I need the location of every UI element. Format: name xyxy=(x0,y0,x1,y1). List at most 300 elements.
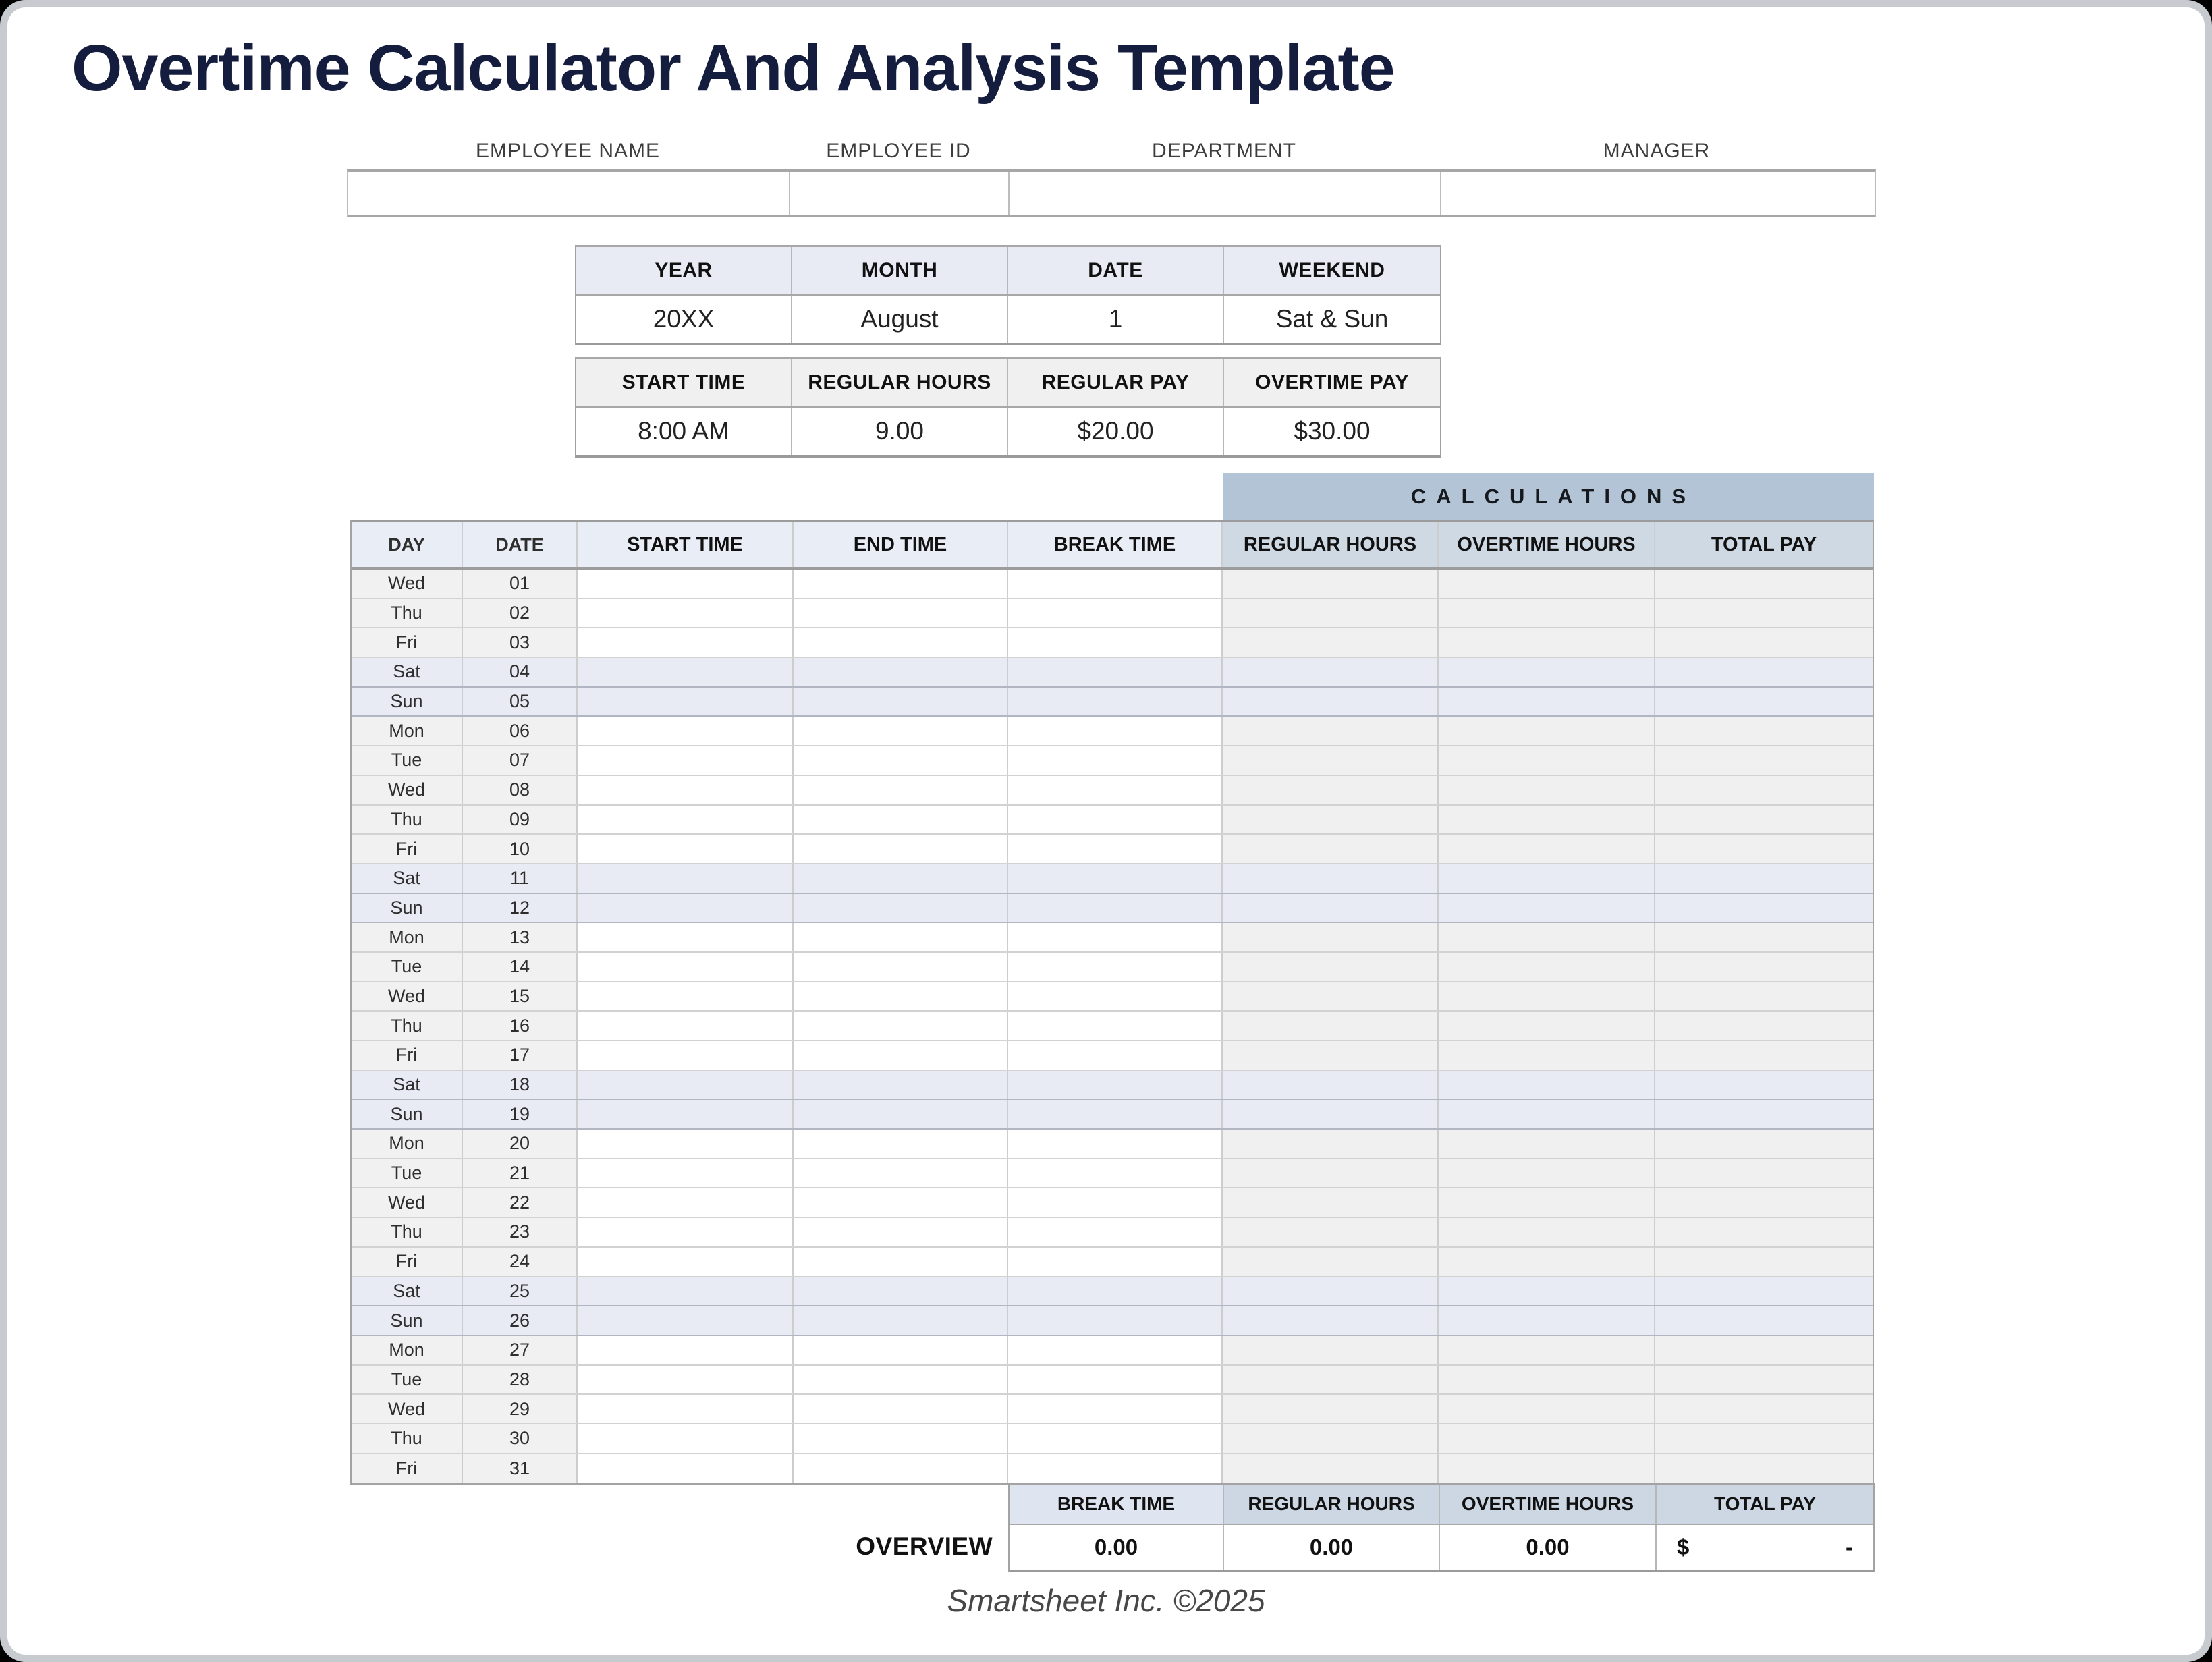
month-value-cell[interactable]: August xyxy=(792,296,1008,343)
break-time-cell[interactable] xyxy=(1008,1248,1223,1276)
end-time-cell[interactable] xyxy=(794,1424,1008,1453)
day-cell: Thu xyxy=(352,806,463,834)
day-cell: Wed xyxy=(352,982,463,1011)
end-time-cell[interactable] xyxy=(794,1277,1008,1306)
end-time-cell[interactable] xyxy=(794,1454,1008,1484)
overtime-hours-cell xyxy=(1439,1248,1655,1276)
month-header: MONTH xyxy=(792,247,1008,294)
regular-hours-cell xyxy=(1223,982,1439,1011)
day-cell: Wed xyxy=(352,570,463,598)
overtime-hours-cell xyxy=(1439,1277,1655,1306)
regular-hours-cell xyxy=(1223,1306,1439,1335)
start-time-cell[interactable] xyxy=(578,1100,794,1128)
timesheet-row xyxy=(352,923,1873,953)
regular-hours-cell xyxy=(1223,1218,1439,1246)
day-cell: Sun xyxy=(352,1306,463,1335)
total-pay-cell xyxy=(1655,1100,1873,1128)
break-time-cell[interactable] xyxy=(1008,894,1223,922)
page-title: Overtime Calculator And Analysis Template xyxy=(72,31,1395,105)
break-time-cell[interactable] xyxy=(1008,717,1223,745)
regular-hours-cell xyxy=(1223,953,1439,981)
break-time-cell[interactable] xyxy=(1008,658,1223,686)
break-time-cell[interactable] xyxy=(1008,1336,1223,1364)
timesheet-row xyxy=(352,982,1873,1012)
end-time-cell[interactable] xyxy=(794,688,1008,716)
overview-overtime-hours-value: 0.00 xyxy=(1440,1525,1657,1570)
start-time-cell[interactable] xyxy=(578,1188,794,1217)
overtime-hours-cell xyxy=(1439,1100,1655,1128)
timesheet-row xyxy=(352,1306,1873,1336)
start-time-cell[interactable] xyxy=(578,894,794,922)
period-settings-value-row xyxy=(576,296,1440,343)
start-time-value-cell[interactable]: 8:00 AM xyxy=(576,408,792,455)
end-time-cell[interactable] xyxy=(794,1366,1008,1394)
day-cell: Fri xyxy=(352,1454,463,1484)
day-cell: Thu xyxy=(352,1424,463,1453)
break-time-cell[interactable] xyxy=(1008,1130,1223,1158)
start-time-cell[interactable] xyxy=(578,1395,794,1423)
department-label: DEPARTMENT xyxy=(1152,140,1296,162)
day-cell: Tue xyxy=(352,953,463,981)
date-cell: 06 xyxy=(463,717,578,745)
overtime-hours-cell xyxy=(1439,1159,1655,1188)
date-cell: 26 xyxy=(463,1306,578,1335)
end-time-cell[interactable] xyxy=(794,746,1008,775)
end-time-cell[interactable] xyxy=(794,1012,1008,1040)
regular-hours-cell xyxy=(1223,1130,1439,1158)
start-time-cell[interactable] xyxy=(578,1454,794,1484)
end-time-cell[interactable] xyxy=(794,599,1008,628)
date-cell: 22 xyxy=(463,1188,578,1217)
start-time-cell[interactable] xyxy=(578,982,794,1011)
overtime-hours-cell xyxy=(1439,1041,1655,1070)
end-time-cell[interactable] xyxy=(794,776,1008,804)
break-time-cell[interactable] xyxy=(1008,982,1223,1011)
overtime-hours-cell xyxy=(1439,1395,1655,1423)
regular-hours-cell xyxy=(1223,1248,1439,1276)
overtime-hours-cell xyxy=(1439,1454,1655,1484)
overtime-hours-cell xyxy=(1439,982,1655,1011)
day-cell: Sat xyxy=(352,1277,463,1306)
employee-id-label: EMPLOYEE ID xyxy=(826,140,971,162)
total-pay-cell xyxy=(1655,688,1873,716)
regular-hours-cell xyxy=(1223,1012,1439,1040)
break-time-column-header: BREAK TIME xyxy=(1008,522,1223,567)
employee-name-label: EMPLOYEE NAME xyxy=(475,140,661,162)
break-time-cell[interactable] xyxy=(1008,923,1223,951)
regular-hours-cell xyxy=(1223,1100,1439,1128)
period-settings-header-row xyxy=(576,247,1440,296)
break-time-cell[interactable] xyxy=(1008,1306,1223,1335)
break-time-cell[interactable] xyxy=(1008,1071,1223,1099)
start-time-cell[interactable] xyxy=(578,835,794,863)
date-cell: 08 xyxy=(463,776,578,804)
overview-break-time-value: 0.00 xyxy=(1010,1525,1224,1570)
start-time-cell[interactable] xyxy=(578,776,794,804)
end-time-cell[interactable] xyxy=(794,570,1008,598)
start-time-cell[interactable] xyxy=(578,1041,794,1070)
overtime-hours-cell xyxy=(1439,570,1655,598)
date-cell: 18 xyxy=(463,1071,578,1099)
end-time-cell[interactable] xyxy=(794,1188,1008,1217)
total-pay-cell xyxy=(1655,776,1873,804)
regular-hours-cell xyxy=(1223,864,1439,893)
total-pay-cell xyxy=(1655,894,1873,922)
end-time-cell[interactable] xyxy=(794,658,1008,686)
end-time-cell[interactable] xyxy=(794,1248,1008,1276)
end-time-cell[interactable] xyxy=(794,982,1008,1011)
break-time-cell[interactable] xyxy=(1008,1366,1223,1394)
end-time-cell[interactable] xyxy=(794,835,1008,863)
date-cell: 31 xyxy=(463,1454,578,1484)
overtime-hours-cell xyxy=(1439,776,1655,804)
total-pay-cell xyxy=(1655,1188,1873,1217)
start-time-cell[interactable] xyxy=(578,1218,794,1246)
regular-hours-cell xyxy=(1223,1188,1439,1217)
timesheet-row xyxy=(352,864,1873,894)
employee-id-field[interactable] xyxy=(790,172,1010,215)
overtime-hours-cell xyxy=(1439,717,1655,745)
total-pay-cell xyxy=(1655,1071,1873,1099)
regular-hours-value-cell[interactable]: 9.00 xyxy=(792,408,1008,455)
start-time-column-header: START TIME xyxy=(578,522,794,567)
timesheet-row xyxy=(352,894,1873,924)
start-time-cell[interactable] xyxy=(578,1366,794,1394)
end-time-cell[interactable] xyxy=(794,894,1008,922)
break-time-cell[interactable] xyxy=(1008,1395,1223,1423)
start-time-cell[interactable] xyxy=(578,628,794,657)
start-time-cell[interactable] xyxy=(578,864,794,893)
timesheet-row xyxy=(352,628,1873,658)
timesheet-row xyxy=(352,1159,1873,1189)
timesheet-row xyxy=(352,1336,1873,1366)
timesheet-row xyxy=(352,1130,1873,1159)
start-time-cell[interactable] xyxy=(578,1012,794,1040)
start-time-cell[interactable] xyxy=(578,717,794,745)
regular-hours-cell xyxy=(1223,806,1439,834)
overview-total-pay-header: TOTAL PAY xyxy=(1657,1485,1873,1524)
end-time-cell[interactable] xyxy=(794,1130,1008,1158)
timesheet-row xyxy=(352,746,1873,776)
end-time-cell[interactable] xyxy=(794,1306,1008,1335)
overtime-hours-cell xyxy=(1439,688,1655,716)
day-cell: Sat xyxy=(352,1071,463,1099)
start-time-cell[interactable] xyxy=(578,1248,794,1276)
regular-hours-cell xyxy=(1223,1366,1439,1394)
break-time-cell[interactable] xyxy=(1008,1100,1223,1128)
regular-hours-cell xyxy=(1223,1277,1439,1306)
break-time-cell[interactable] xyxy=(1008,1159,1223,1188)
end-time-cell[interactable] xyxy=(794,717,1008,745)
overtime-hours-cell xyxy=(1439,953,1655,981)
day-cell: Fri xyxy=(352,1248,463,1276)
timesheet-row xyxy=(352,658,1873,688)
start-time-cell[interactable] xyxy=(578,1130,794,1158)
period-settings-table xyxy=(575,245,1441,345)
currency-symbol: $ xyxy=(1677,1534,1690,1559)
day-cell: Mon xyxy=(352,717,463,745)
regular-hours-cell xyxy=(1223,835,1439,863)
overview-regular-hours-header: REGULAR HOURS xyxy=(1224,1485,1440,1524)
overview-total-pay-value xyxy=(1657,1525,1873,1570)
break-time-cell[interactable] xyxy=(1008,1041,1223,1070)
end-time-cell[interactable] xyxy=(794,628,1008,657)
end-time-cell[interactable] xyxy=(794,953,1008,981)
day-cell: Thu xyxy=(352,1012,463,1040)
overtime-hours-cell xyxy=(1439,1218,1655,1246)
overtime-hours-column-header: OVERTIME HOURS xyxy=(1439,522,1655,567)
date-cell: 13 xyxy=(463,923,578,951)
end-time-cell[interactable] xyxy=(794,1159,1008,1188)
timesheet-row xyxy=(352,953,1873,982)
break-time-cell[interactable] xyxy=(1008,953,1223,981)
start-time-cell[interactable] xyxy=(578,1071,794,1099)
day-cell: Fri xyxy=(352,628,463,657)
total-pay-cell xyxy=(1655,746,1873,775)
department-field[interactable] xyxy=(1010,172,1441,215)
regular-hours-cell xyxy=(1223,746,1439,775)
day-cell: Wed xyxy=(352,1395,463,1423)
regular-hours-cell xyxy=(1223,570,1439,598)
day-cell: Tue xyxy=(352,1366,463,1394)
start-time-cell[interactable] xyxy=(578,599,794,628)
day-cell: Fri xyxy=(352,835,463,863)
day-cell: Thu xyxy=(352,599,463,628)
start-time-cell[interactable] xyxy=(578,658,794,686)
start-time-header: START TIME xyxy=(576,359,792,406)
end-time-cell[interactable] xyxy=(794,806,1008,834)
total-pay-cell xyxy=(1655,1159,1873,1188)
start-time-cell[interactable] xyxy=(578,1424,794,1453)
weekend-value-cell[interactable]: Sat & Sun xyxy=(1275,305,1389,333)
regular-hours-cell xyxy=(1223,717,1439,745)
total-pay-cell xyxy=(1655,1306,1873,1335)
break-time-cell[interactable] xyxy=(1008,628,1223,657)
start-time-cell[interactable] xyxy=(578,746,794,775)
overview-table xyxy=(1008,1483,1875,1572)
timesheet-row xyxy=(352,1218,1873,1248)
date-value-cell[interactable]: 1 xyxy=(1008,296,1224,343)
overtime-hours-cell xyxy=(1439,746,1655,775)
overview-label: OVERVIEW xyxy=(856,1532,993,1560)
end-time-cell[interactable] xyxy=(794,1100,1008,1128)
end-time-cell[interactable] xyxy=(794,1336,1008,1364)
date-cell: 07 xyxy=(463,746,578,775)
break-time-cell[interactable] xyxy=(1008,1454,1223,1484)
total-pay-cell xyxy=(1655,835,1873,863)
timesheet-row xyxy=(352,1012,1873,1041)
start-time-cell[interactable] xyxy=(578,1277,794,1306)
pay-settings-value-row xyxy=(576,408,1440,455)
overtime-hours-cell xyxy=(1439,1366,1655,1394)
timesheet-row xyxy=(352,599,1873,629)
date-cell: 11 xyxy=(463,864,578,893)
year-value-cell[interactable]: 20XX xyxy=(576,296,792,343)
overtime-hours-cell xyxy=(1439,1012,1655,1040)
timesheet-row xyxy=(352,1188,1873,1218)
timesheet-row xyxy=(352,1454,1873,1484)
regular-hours-cell xyxy=(1223,1159,1439,1188)
regular-pay-value-cell[interactable]: $20.00 xyxy=(1008,408,1224,455)
date-cell: 20 xyxy=(463,1130,578,1158)
date-cell: 04 xyxy=(463,658,578,686)
end-time-cell[interactable] xyxy=(794,923,1008,951)
weekend-header: WEEKEND xyxy=(1224,247,1440,294)
manager-field[interactable] xyxy=(1441,172,1875,215)
employee-info-labels xyxy=(347,140,1876,163)
regular-hours-column-header: REGULAR HOURS xyxy=(1223,522,1439,567)
regular-pay-header: REGULAR PAY xyxy=(1008,359,1224,406)
day-cell: Wed xyxy=(352,1188,463,1217)
regular-hours-cell xyxy=(1223,1071,1439,1099)
break-time-cell[interactable] xyxy=(1008,1188,1223,1217)
end-time-column-header: END TIME xyxy=(794,522,1008,567)
end-time-cell[interactable] xyxy=(794,1041,1008,1070)
date-cell: 28 xyxy=(463,1366,578,1394)
break-time-cell[interactable] xyxy=(1008,688,1223,716)
overview-regular-hours-value: 0.00 xyxy=(1224,1525,1440,1570)
start-time-cell[interactable] xyxy=(578,806,794,834)
regular-hours-cell xyxy=(1223,1454,1439,1484)
overtime-hours-cell xyxy=(1439,835,1655,863)
total-pay-cell xyxy=(1655,923,1873,951)
overtime-hours-cell xyxy=(1439,658,1655,686)
manager-label: MANAGER xyxy=(1603,140,1711,162)
overtime-hours-cell xyxy=(1439,923,1655,951)
start-time-cell[interactable] xyxy=(578,688,794,716)
year-header: YEAR xyxy=(576,247,792,294)
break-time-cell[interactable] xyxy=(1008,864,1223,893)
start-time-cell[interactable] xyxy=(578,923,794,951)
day-cell: Fri xyxy=(352,1041,463,1070)
timesheet-body xyxy=(352,570,1873,1483)
date-cell: 15 xyxy=(463,982,578,1011)
total-pay-cell xyxy=(1655,1454,1873,1484)
overtime-hours-cell xyxy=(1439,1188,1655,1217)
total-pay-cell xyxy=(1655,570,1873,598)
date-cell: 09 xyxy=(463,806,578,834)
total-pay-cell xyxy=(1655,864,1873,893)
overtime-hours-cell xyxy=(1439,1071,1655,1099)
timesheet-row xyxy=(352,1395,1873,1424)
regular-hours-header: REGULAR HOURS xyxy=(792,359,1008,406)
date-cell: 23 xyxy=(463,1218,578,1246)
start-time-cell[interactable] xyxy=(578,953,794,981)
timesheet-row xyxy=(352,1071,1873,1101)
total-pay-column-header: TOTAL PAY xyxy=(1655,522,1873,567)
total-pay-cell xyxy=(1655,1248,1873,1276)
end-time-cell[interactable] xyxy=(794,864,1008,893)
date-cell: 24 xyxy=(463,1248,578,1276)
start-time-cell[interactable] xyxy=(578,1336,794,1364)
overtime-hours-cell xyxy=(1439,894,1655,922)
day-cell: Tue xyxy=(352,1159,463,1188)
break-time-cell[interactable] xyxy=(1008,835,1223,863)
total-pay-cell xyxy=(1655,1336,1873,1364)
overtime-hours-cell xyxy=(1439,864,1655,893)
overtime-hours-cell xyxy=(1439,1336,1655,1364)
overview-overtime-hours-header: OVERTIME HOURS xyxy=(1440,1485,1657,1524)
regular-hours-cell xyxy=(1223,628,1439,657)
timesheet-row xyxy=(352,1277,1873,1307)
regular-hours-cell xyxy=(1223,688,1439,716)
break-time-cell[interactable] xyxy=(1008,1012,1223,1040)
overview-header-row xyxy=(1010,1485,1873,1525)
end-time-cell[interactable] xyxy=(794,1071,1008,1099)
end-time-cell[interactable] xyxy=(794,1218,1008,1246)
overtime-pay-header: OVERTIME PAY xyxy=(1224,359,1440,406)
total-pay-cell xyxy=(1655,1012,1873,1040)
date-header: DATE xyxy=(1008,247,1224,294)
break-time-cell[interactable] xyxy=(1008,1218,1223,1246)
date-cell: 21 xyxy=(463,1159,578,1188)
end-time-cell[interactable] xyxy=(794,1395,1008,1423)
timesheet-row xyxy=(352,1424,1873,1454)
timesheet-row xyxy=(352,570,1873,599)
overtime-hours-cell xyxy=(1439,628,1655,657)
copyright-footer: Smartsheet Inc. ©2025 xyxy=(947,1583,1265,1618)
day-cell: Sat xyxy=(352,658,463,686)
day-cell: Wed xyxy=(352,776,463,804)
date-cell: 27 xyxy=(463,1336,578,1364)
break-time-cell[interactable] xyxy=(1008,776,1223,804)
date-cell: 02 xyxy=(463,599,578,628)
break-time-cell[interactable] xyxy=(1008,1424,1223,1453)
date-cell: 01 xyxy=(463,570,578,598)
break-time-cell[interactable] xyxy=(1008,746,1223,775)
total-pay-cell xyxy=(1655,658,1873,686)
overtime-pay-value-cell[interactable]: $30.00 xyxy=(1294,417,1371,445)
day-cell: Mon xyxy=(352,1130,463,1158)
overtime-hours-cell xyxy=(1439,1306,1655,1335)
total-pay-cell xyxy=(1655,1366,1873,1394)
timesheet-row xyxy=(352,688,1873,717)
break-time-cell[interactable] xyxy=(1008,1277,1223,1306)
day-cell: Sun xyxy=(352,688,463,716)
employee-name-field[interactable] xyxy=(348,172,790,215)
overview-break-time-header: BREAK TIME xyxy=(1010,1485,1224,1524)
calculations-label: CALCULATIONS xyxy=(1410,484,1696,508)
regular-hours-cell xyxy=(1223,1336,1439,1364)
total-pay-amount: - xyxy=(1846,1534,1853,1559)
day-cell: Thu xyxy=(352,1218,463,1246)
start-time-cell[interactable] xyxy=(578,570,794,598)
day-cell: Sat xyxy=(352,864,463,893)
total-pay-cell xyxy=(1655,1218,1873,1246)
overview-value-row xyxy=(1010,1525,1873,1570)
break-time-cell[interactable] xyxy=(1008,806,1223,834)
regular-hours-cell xyxy=(1223,923,1439,951)
break-time-cell[interactable] xyxy=(1008,599,1223,628)
total-pay-cell xyxy=(1655,1424,1873,1453)
employee-info-fields xyxy=(347,169,1876,217)
pay-settings-table xyxy=(575,357,1441,458)
date-cell: 29 xyxy=(463,1395,578,1423)
calculations-band xyxy=(1223,473,1874,520)
start-time-cell[interactable] xyxy=(578,1306,794,1335)
total-pay-cell xyxy=(1655,953,1873,981)
total-pay-cell xyxy=(1655,628,1873,657)
total-pay-cell xyxy=(1655,806,1873,834)
break-time-cell[interactable] xyxy=(1008,570,1223,598)
timesheet-row xyxy=(352,1248,1873,1277)
date-cell: 19 xyxy=(463,1100,578,1128)
date-cell: 12 xyxy=(463,894,578,922)
pay-settings-header-row xyxy=(576,359,1440,408)
start-time-cell[interactable] xyxy=(578,1159,794,1188)
total-pay-cell xyxy=(1655,982,1873,1011)
regular-hours-cell xyxy=(1223,1041,1439,1070)
